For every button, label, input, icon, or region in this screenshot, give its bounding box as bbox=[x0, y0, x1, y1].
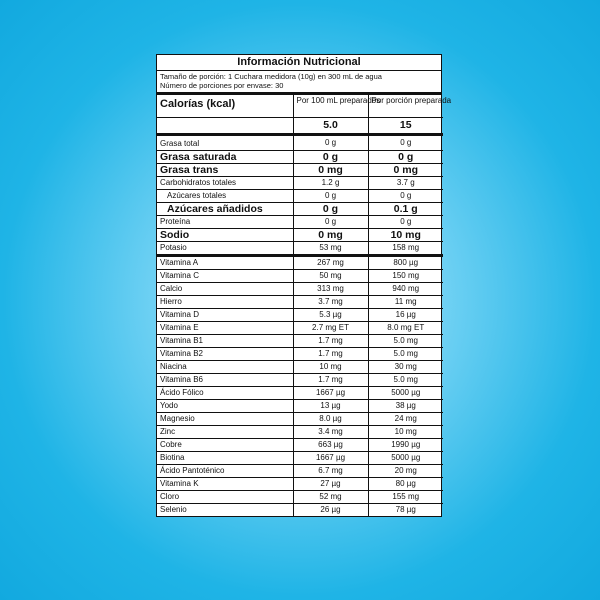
value-per-100ml: 0 g bbox=[293, 215, 368, 228]
nutrient-row bbox=[157, 295, 443, 308]
value-per-100ml: 0 g bbox=[293, 202, 368, 215]
serving-size: Tamaño de porción: 1 Cuchara medidora (10g) en 300 mL de agua bbox=[160, 72, 382, 81]
value-per-100ml: 1.2 g bbox=[293, 176, 368, 189]
value-per-portion: 3.7 g bbox=[368, 176, 443, 189]
value-per-100ml: 0 g bbox=[293, 189, 368, 202]
nutrition-facts-label bbox=[156, 54, 452, 517]
value-per-100ml: 5.3 µg bbox=[293, 308, 368, 321]
value-per-100ml: 50 mg bbox=[293, 269, 368, 282]
nutrient-row bbox=[157, 163, 443, 176]
nutrient-row bbox=[157, 490, 443, 503]
nutrient-name: Vitamina A bbox=[157, 255, 293, 269]
nutrient-row bbox=[157, 386, 443, 399]
value-per-portion: 0 g bbox=[368, 150, 443, 163]
nutrient-name: Grasa trans bbox=[157, 163, 293, 176]
value-per-portion: 5000 µg bbox=[368, 451, 443, 464]
nutrient-name: Vitamina C bbox=[157, 269, 293, 282]
nutrient-name: Niacina bbox=[157, 360, 293, 373]
nutrient-name: Azúcares añadidos bbox=[157, 202, 293, 215]
value-per-100ml: 1667 µg bbox=[293, 451, 368, 464]
value-per-portion: 5000 µg bbox=[368, 386, 443, 399]
value-per-portion: 16 µg bbox=[368, 308, 443, 321]
calories-100ml: 5.0 bbox=[293, 117, 368, 134]
value-per-portion: 0.1 g bbox=[368, 202, 443, 215]
nutrient-name: Vitamina B1 bbox=[157, 334, 293, 347]
nutrient-row bbox=[157, 360, 443, 373]
value-per-100ml: 52 mg bbox=[293, 490, 368, 503]
nutrient-row bbox=[157, 334, 443, 347]
nutrient-row bbox=[157, 269, 443, 282]
calories-portion: 15 bbox=[368, 117, 443, 134]
nutrient-name: Vitamina B6 bbox=[157, 373, 293, 386]
value-per-portion: 80 µg bbox=[368, 477, 443, 490]
nutrient-row bbox=[157, 451, 443, 464]
value-per-portion: 158 mg bbox=[368, 241, 443, 255]
value-per-100ml: 0 g bbox=[293, 150, 368, 163]
nutrient-row bbox=[157, 189, 443, 202]
value-per-100ml: 0 mg bbox=[293, 228, 368, 241]
nutrient-row bbox=[157, 438, 443, 451]
value-per-portion: 24 mg bbox=[368, 412, 443, 425]
nutrient-row bbox=[157, 412, 443, 425]
nutrient-name: Sodio bbox=[157, 228, 293, 241]
nutrient-name: Vitamina B2 bbox=[157, 347, 293, 360]
nutrient-row bbox=[157, 464, 443, 477]
nutrient-name: Carbohidratos totales bbox=[157, 176, 293, 189]
servings-per-container: Número de porciones por envase: 30 bbox=[160, 81, 284, 90]
nutrient-name: Vitamina K bbox=[157, 477, 293, 490]
value-per-portion: 1990 µg bbox=[368, 438, 443, 451]
value-per-portion: 10 mg bbox=[368, 228, 443, 241]
value-per-100ml: 6.7 mg bbox=[293, 464, 368, 477]
value-per-100ml: 8.0 µg bbox=[293, 412, 368, 425]
nutrient-row bbox=[157, 321, 443, 334]
nutrient-row bbox=[157, 228, 443, 241]
column-header-portion: Por porción preparada bbox=[368, 95, 443, 117]
value-per-100ml: 13 µg bbox=[293, 399, 368, 412]
value-per-portion: 10 mg bbox=[368, 425, 443, 438]
column-header-100ml: Por 100 mL preparados bbox=[293, 95, 368, 117]
value-per-100ml: 0 g bbox=[293, 134, 368, 150]
value-per-portion: 78 µg bbox=[368, 503, 443, 516]
nutrient-row bbox=[157, 503, 443, 516]
value-per-100ml: 3.7 mg bbox=[293, 295, 368, 308]
calories-spacer bbox=[157, 117, 293, 134]
nutrition-table bbox=[157, 95, 452, 516]
value-per-portion: 940 mg bbox=[368, 282, 443, 295]
value-per-100ml: 663 µg bbox=[293, 438, 368, 451]
value-per-100ml: 10 mg bbox=[293, 360, 368, 373]
nutrient-name: Cloro bbox=[157, 490, 293, 503]
nutrient-name: Proteína bbox=[157, 215, 293, 228]
value-per-portion: 150 mg bbox=[368, 269, 443, 282]
value-per-100ml: 3.4 mg bbox=[293, 425, 368, 438]
nutrient-name: Yodo bbox=[157, 399, 293, 412]
nutrient-name: Selenio bbox=[157, 503, 293, 516]
nutrient-row bbox=[157, 255, 443, 269]
value-per-portion: 800 µg bbox=[368, 255, 443, 269]
value-per-100ml: 1.7 mg bbox=[293, 334, 368, 347]
nutrient-name: Magnesio bbox=[157, 412, 293, 425]
nutrient-row bbox=[157, 425, 443, 438]
header-row bbox=[157, 95, 443, 117]
nutrient-name: Calcio bbox=[157, 282, 293, 295]
value-per-100ml: 2.7 mg ET bbox=[293, 321, 368, 334]
nutrient-name: Ácido Fólico bbox=[157, 386, 293, 399]
nutrient-name: Vitamina D bbox=[157, 308, 293, 321]
nutrient-row bbox=[157, 347, 443, 360]
value-per-100ml: 267 mg bbox=[293, 255, 368, 269]
nutrient-row bbox=[157, 176, 443, 189]
nutrient-row bbox=[157, 241, 443, 255]
nutrient-row bbox=[157, 282, 443, 295]
nutrient-name: Grasa total bbox=[160, 138, 200, 148]
value-per-portion: 11 mg bbox=[368, 295, 443, 308]
nutrient-row bbox=[157, 150, 443, 163]
serving-info bbox=[157, 71, 441, 95]
value-per-100ml: 1.7 mg bbox=[293, 347, 368, 360]
nutrient-row bbox=[157, 134, 443, 150]
value-per-100ml: 0 mg bbox=[293, 163, 368, 176]
nutrient-row bbox=[157, 215, 443, 228]
nutrient-name: Azúcares totales bbox=[157, 189, 293, 202]
value-per-portion: 8.0 mg ET bbox=[368, 321, 443, 334]
value-per-portion: 155 mg bbox=[368, 490, 443, 503]
nutrient-row bbox=[157, 477, 443, 490]
nutrient-name: Zinc bbox=[157, 425, 293, 438]
value-per-portion: 20 mg bbox=[368, 464, 443, 477]
value-per-100ml: 1.7 mg bbox=[293, 373, 368, 386]
nutrient-row bbox=[157, 399, 443, 412]
nutrient-row bbox=[157, 202, 443, 215]
value-per-portion: 0 g bbox=[368, 134, 443, 150]
nutrient-name: Cobre bbox=[157, 438, 293, 451]
value-per-portion: 0 g bbox=[368, 189, 443, 202]
calories-label: Calorías (kcal) bbox=[160, 98, 236, 110]
nutrient-name: Biotina bbox=[157, 451, 293, 464]
nutrient-row bbox=[157, 373, 443, 386]
label-title: Información Nutricional bbox=[157, 55, 441, 71]
value-per-portion: 30 mg bbox=[368, 360, 443, 373]
value-per-portion: 38 µg bbox=[368, 399, 443, 412]
value-per-100ml: 27 µg bbox=[293, 477, 368, 490]
nutrient-name: Ácido Pantoténico bbox=[157, 464, 293, 477]
value-per-100ml: 313 mg bbox=[293, 282, 368, 295]
value-per-portion: 0 mg bbox=[368, 163, 443, 176]
value-per-100ml: 26 µg bbox=[293, 503, 368, 516]
nutrient-name: Potasio bbox=[157, 241, 293, 255]
calories-row bbox=[157, 117, 443, 134]
value-per-portion: 0 g bbox=[368, 215, 443, 228]
value-per-100ml: 53 mg bbox=[293, 241, 368, 255]
nutrient-name: Grasa saturada bbox=[157, 150, 293, 163]
value-per-portion: 5.0 mg bbox=[368, 347, 443, 360]
value-per-portion: 5.0 mg bbox=[368, 373, 443, 386]
nutrient-row bbox=[157, 308, 443, 321]
nutrient-name: Hierro bbox=[157, 295, 293, 308]
value-per-100ml: 1667 µg bbox=[293, 386, 368, 399]
value-per-portion: 5.0 mg bbox=[368, 334, 443, 347]
nutrient-name: Vitamina E bbox=[157, 321, 293, 334]
